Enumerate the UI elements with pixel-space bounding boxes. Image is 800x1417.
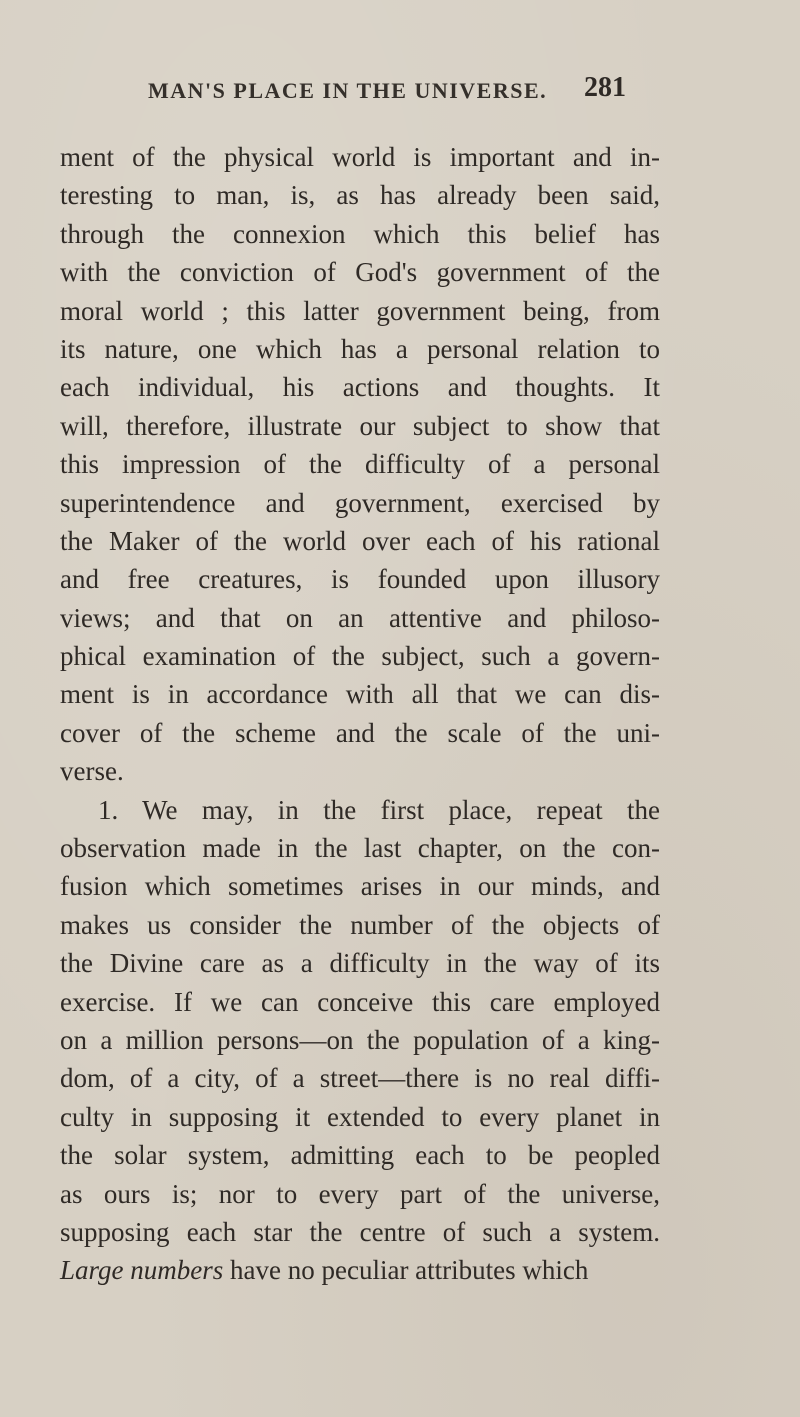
text-line: views; and that on an attentive and philoso- [60, 602, 660, 633]
text-line: observation made in the last chapter, on the con- [60, 833, 660, 864]
text-line: phical examination of the subject, such a govern- [60, 641, 660, 672]
text-line: makes us consider the number of the objects of [60, 909, 660, 940]
text-line: on a million persons—on the population of a king- [60, 1024, 660, 1055]
text-line: its nature, one which has a personal relation to [60, 333, 660, 364]
text-line: cover of the scheme and the scale of the uni- [60, 717, 660, 748]
paragraph-start-line: 1. We may, in the first place, repeat the [98, 794, 660, 825]
text-line: the Divine care as a difficulty in the way of its [60, 948, 660, 979]
text-line: supposing each star the centre of such a system. [60, 1216, 660, 1247]
text-line: superintendence and government, exercised by [60, 487, 660, 518]
text-line-final [60, 1251, 660, 1289]
text-line: dom, of a city, of a street—there is no real diffi- [60, 1063, 660, 1094]
text-line: with the conviction of God's government of the [60, 257, 660, 288]
body-text [60, 138, 660, 1290]
text-line: and free creatures, is founded upon illusory [60, 564, 660, 595]
text-line: as ours is; nor to every part of the universe, [60, 1178, 660, 1209]
text-line: fusion which sometimes arises in our minds, and [60, 871, 660, 902]
text-line: culty in supposing it extended to every planet in [60, 1101, 660, 1132]
final-line-text: have no peculiar attributes which [223, 1255, 589, 1286]
text-line: through the connexion which this belief has [60, 218, 660, 249]
text-line: exercise. If we can conceive this care employed [60, 986, 660, 1017]
text-line: this impression of the difficulty of a personal [60, 449, 660, 480]
text-line: the solar system, admitting each to be peopled [60, 1140, 660, 1171]
text-line: each individual, his actions and thoughts. It [60, 372, 660, 403]
running-title: MAN'S PLACE IN THE UNIVERSE. [148, 78, 548, 103]
text-line: the Maker of the world over each of his rational [60, 525, 660, 556]
text-line: moral world ; this latter government being, from [60, 295, 660, 326]
text-line: will, therefore, illustrate our subject to show that [60, 410, 660, 441]
text-line: ment of the physical world is important and in- [60, 142, 660, 172]
page-number: 281 [584, 72, 626, 103]
text-line: teresting to man, is, as has already been said, [60, 180, 660, 211]
italic-phrase: Large numbers [60, 1255, 224, 1286]
text-line: ment is in accordance with all that we can dis- [60, 679, 660, 710]
text-line: verse. [60, 756, 124, 787]
